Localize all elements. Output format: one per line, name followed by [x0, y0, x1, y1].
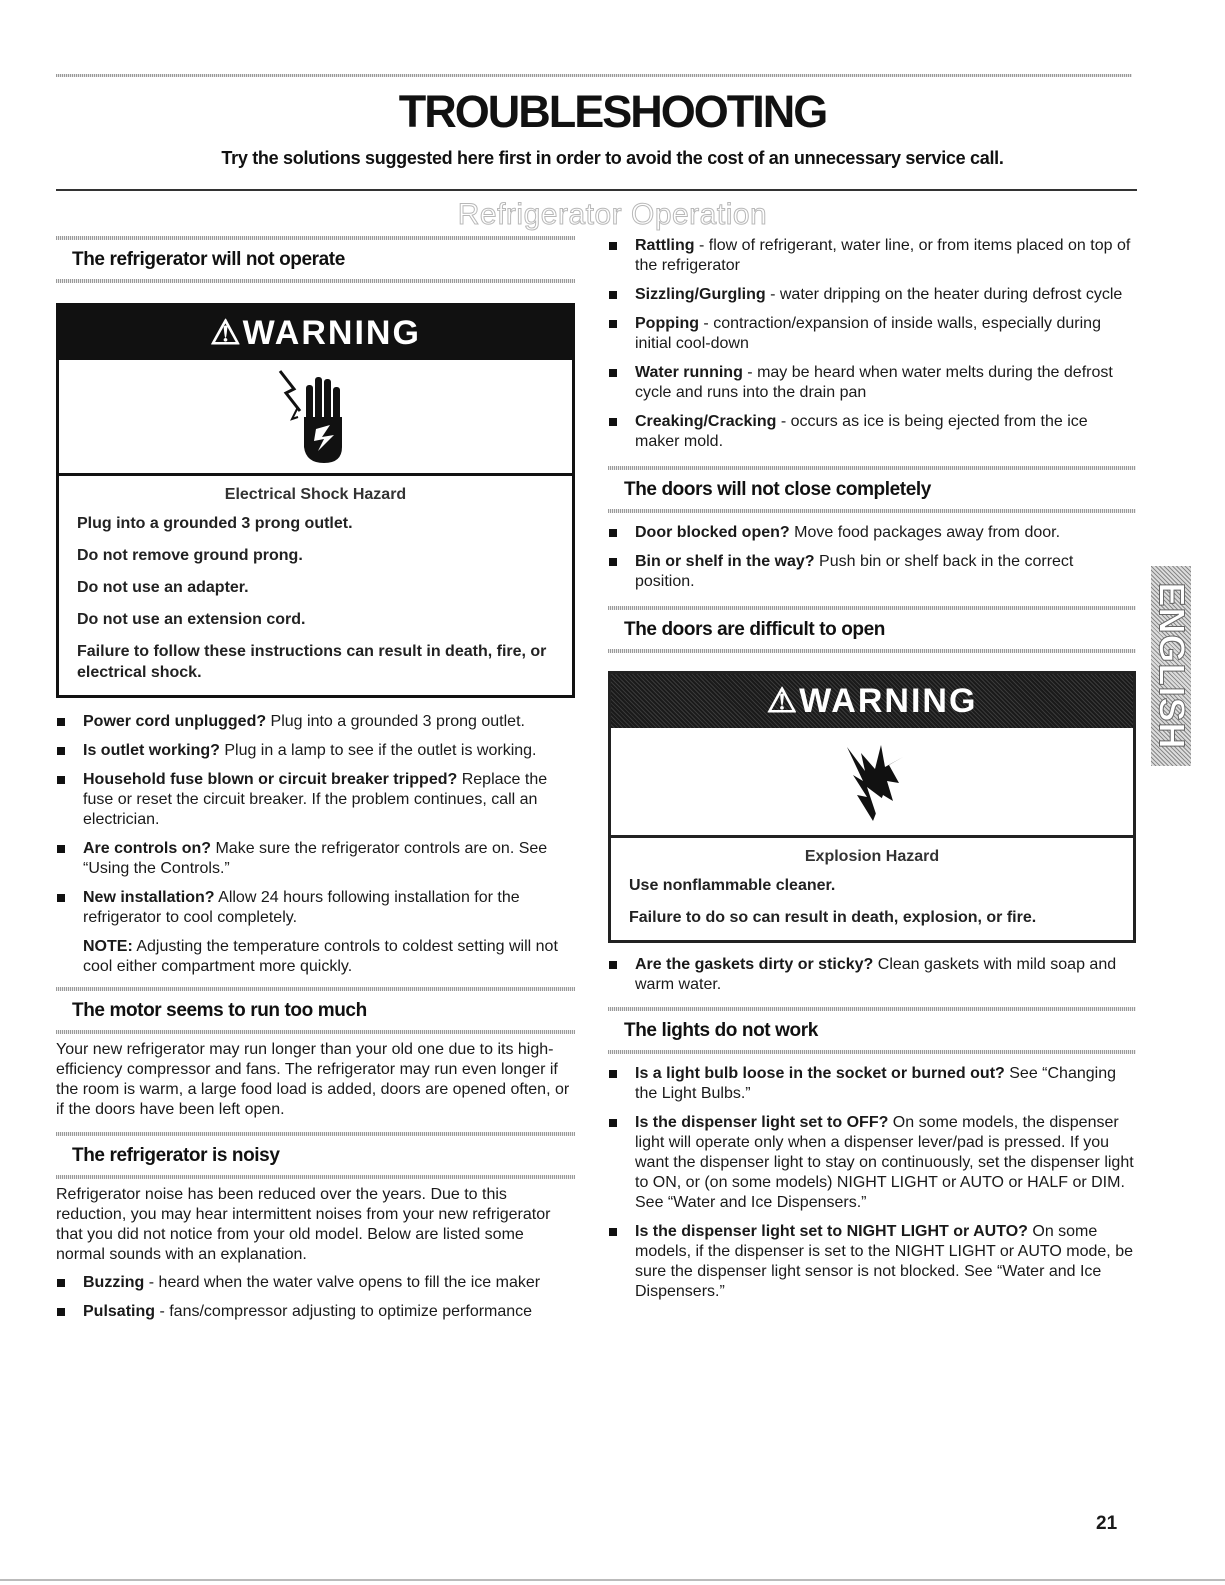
- warning-line: Plug into a grounded 3 prong outlet.: [77, 515, 353, 532]
- list-item: Are the gaskets dirty or sticky? Clean gaskets with mild soap and warm water.: [608, 955, 1136, 995]
- noisy-list-continued: [608, 236, 1136, 452]
- section-title: Refrigerator Operation: [457, 198, 768, 231]
- hazard-title: Electrical Shock Hazard: [224, 486, 407, 503]
- explosion-icon: [611, 728, 1133, 838]
- heading-lights: [608, 1007, 1136, 1054]
- warning-line: Failure to do so can result in death, explosion, or fire.: [629, 909, 1037, 926]
- warning-body: [611, 838, 1133, 940]
- left-column: [56, 236, 575, 1331]
- warning-body: [59, 476, 572, 695]
- page-number: 21: [1096, 1513, 1118, 1534]
- heading-noisy: [56, 1132, 575, 1179]
- warning-label: ⚠WARNING: [59, 306, 572, 360]
- list-item: Are controls on? Make sure the refrigerator controls are on. See “Using the Controls.”: [56, 839, 575, 879]
- list-item: Pulsating - fans/compressor adjusting to optimize performance: [56, 1302, 575, 1322]
- heading-text: The doors are difficult to open: [624, 619, 885, 640]
- list-item: Is the dispenser light set to NIGHT LIGHT or AUTO? On some models, if the dispenser is set to the NIGHT LIGHT or AUTO mode, be sure the dispenser light sensor is not blocked. See “Water and Ice Dispensers.”: [608, 1222, 1136, 1302]
- list-item: Is the dispenser light set to OFF? On some models, the dispenser light will operate only when a dispenser lever/pad is pressed. If you want the dispenser light to stay on continuously, set the dispenser light to ON, or (on some models) NIGHT LIGHT or AUTO or HALF or DIM. See “Water and Ice Dispensers.”: [608, 1113, 1136, 1213]
- electric-shock-hand-icon: [59, 360, 572, 476]
- list-item: Bin or shelf in the way? Push bin or shelf back in the correct position.: [608, 552, 1136, 592]
- list-item: Popping - contraction/expansion of inside walls, especially during initial cool-down: [608, 314, 1136, 354]
- heading-text: The refrigerator will not operate: [72, 249, 345, 270]
- list-item: Sizzling/Gurgling - water dripping on the heater during defrost cycle: [608, 285, 1136, 305]
- heading-doors-close: [608, 466, 1136, 513]
- heading-doors-open: [608, 606, 1136, 653]
- doors-open-list: [608, 955, 1136, 995]
- heading-text: The motor seems to run too much: [72, 1000, 367, 1021]
- list-item: Door blocked open? Move food packages away from door.: [608, 523, 1136, 543]
- warning-label: ⚠WARNING: [611, 674, 1133, 728]
- hazard-title: Explosion Hazard: [804, 848, 940, 865]
- warning-line: Do not use an adapter.: [77, 579, 249, 596]
- list-item: Creaking/Cracking - occurs as ice is being ejected from the ice maker mold.: [608, 412, 1136, 452]
- list-item: Buzzing - heard when the water valve opens to fill the ice maker: [56, 1273, 575, 1293]
- heading-text: The refrigerator is noisy: [72, 1145, 280, 1166]
- noisy-list: [56, 1273, 575, 1322]
- page-title: TROUBLESHOOTING: [398, 86, 827, 137]
- warning-line: Do not use an extension cord.: [77, 611, 306, 628]
- heading-motor: [56, 987, 575, 1034]
- top-rule: [56, 74, 1132, 77]
- page-subtitle: Try the solutions suggested here first in order to avoid the cost of an unnecessary service call.: [221, 148, 1004, 168]
- bottom-rule: [0, 1579, 1225, 1581]
- warning-box-explosion: [608, 671, 1136, 943]
- lights-list: [608, 1064, 1136, 1302]
- language-tab: [1151, 566, 1191, 766]
- warning-line: Failure to follow these instructions can result in death, fire, or electrical shock.: [77, 643, 547, 681]
- warning-line: Do not remove ground prong.: [77, 547, 303, 564]
- right-column: [608, 236, 1136, 1311]
- list-item: Is a light bulb loose in the socket or burned out? See “Changing the Light Bulbs.”: [608, 1064, 1136, 1104]
- list-item: Household fuse blown or circuit breaker tripped? Replace the fuse or reset the circuit breaker. If the problem continues, call an electrician.: [56, 770, 575, 830]
- list-item: Power cord unplugged? Plug into a grounded 3 prong outlet.: [56, 712, 575, 732]
- header-divider: [56, 189, 1137, 191]
- warning-box-shock: [56, 303, 575, 698]
- not-operate-list: [56, 712, 575, 928]
- list-item: Rattling - flow of refrigerant, water line, or from items placed on top of the refrigerator: [608, 236, 1136, 276]
- noisy-text: Refrigerator noise has been reduced over the years. Due to this reduction, you may hear intermittent noises from your new refrigerator that you did not notice from your old model. Below are listed some normal sounds with an explanation.: [56, 1186, 551, 1263]
- doors-close-list: [608, 523, 1136, 592]
- list-item: Is outlet working? Plug in a lamp to see if the outlet is working.: [56, 741, 575, 761]
- note: NOTE: Adjusting the temperature controls to coldest setting will not cool either compartment more quickly.: [83, 938, 558, 975]
- heading-text: The lights do not work: [624, 1020, 818, 1041]
- heading-not-operate: [56, 236, 575, 283]
- heading-text: The doors will not close completely: [624, 479, 931, 500]
- language-tab-label: ENGLISH: [1151, 582, 1193, 750]
- list-item: New installation? Allow 24 hours following installation for the refrigerator to cool completely.: [56, 888, 575, 928]
- list-item: Water running - may be heard when water melts during the defrost cycle and runs into the drain pan: [608, 363, 1136, 403]
- warning-line: Use nonflammable cleaner.: [629, 877, 836, 894]
- motor-text: Your new refrigerator may run longer than your old one due to its high-efficiency compressor and fans. The refrigerator may run even longer if the room is warm, a large food load is added, doors are opened often, or if the doors have been left open.: [56, 1041, 570, 1118]
